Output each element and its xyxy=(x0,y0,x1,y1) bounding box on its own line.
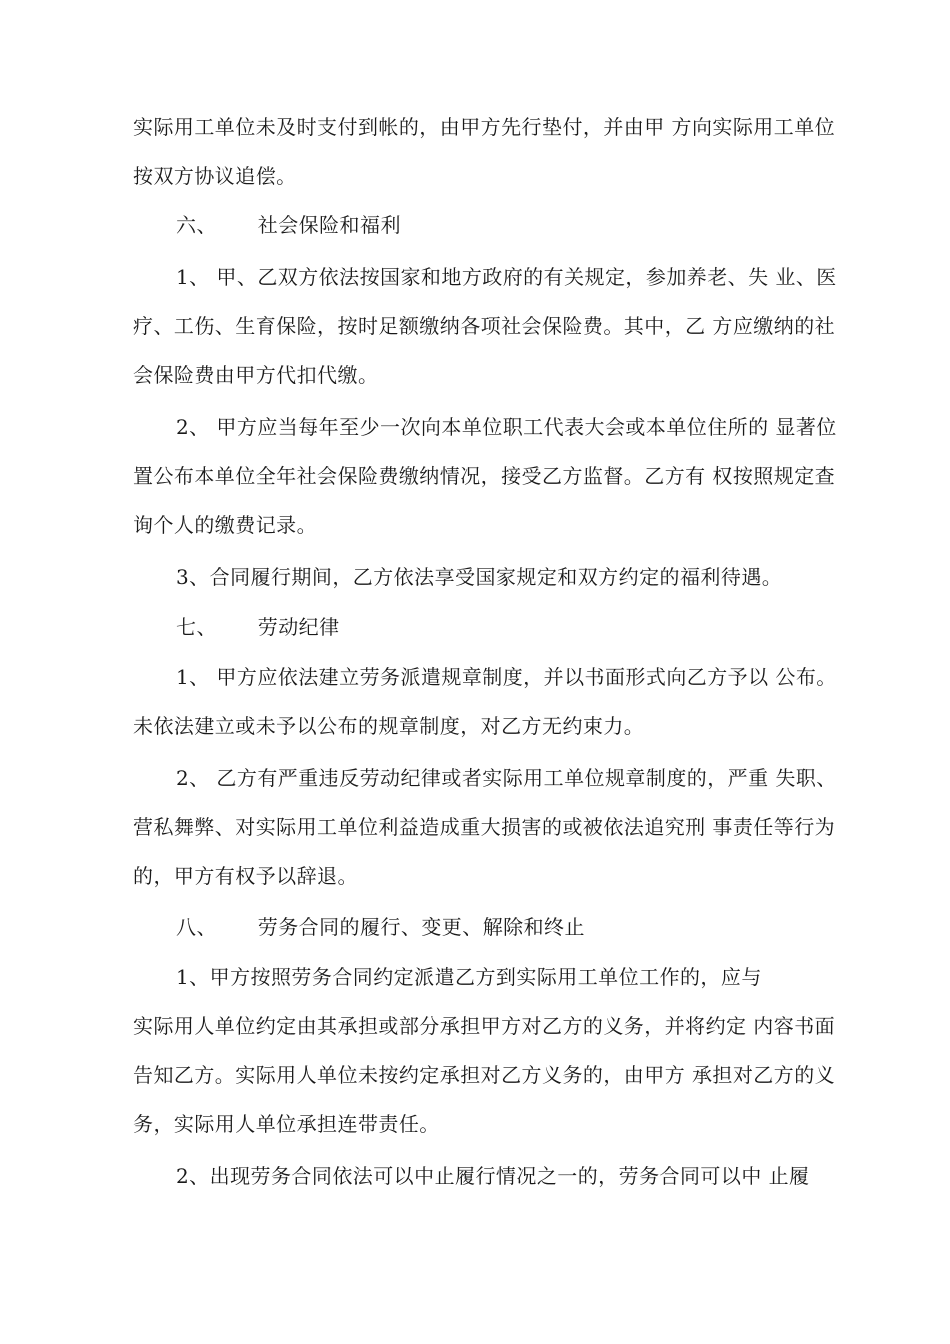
text-line: 2、 甲方应当每年至少一次向本单位职工代表大会或本单位住所的 显著位 xyxy=(176,415,837,439)
text-line: 1、 甲方应依法建立劳务派遣规章制度，并以书面形式向乙方予以 公布。 xyxy=(176,665,837,689)
text-line: 2、出现劳务合同依法可以中止履行情况之一的，劳务合同可以中 止履 xyxy=(176,1164,810,1188)
text-line: 的，甲方有权予以辞退。 xyxy=(133,864,358,888)
text-line: 实际用人单位约定由其承担或部分承担甲方对乙方的义务，并将约定 内容书面 xyxy=(133,1014,836,1038)
section-heading-7: 七、 劳动纪律 xyxy=(176,615,340,639)
section-heading-8: 八、 劳务合同的履行、变更、解除和终止 xyxy=(176,915,585,939)
text-line: 务，实际用人单位承担连带责任。 xyxy=(133,1112,440,1136)
text-line: 实际用工单位未及时支付到帐的，由甲方先行垫付，并由甲 方向实际用工单位 xyxy=(133,115,836,139)
text-line: 1、 甲、乙双方依法按国家和地方政府的有关规定，参加养老、失 业、医 xyxy=(176,265,837,289)
text-line: 按双方协议追偿。 xyxy=(133,164,297,188)
text-line: 3、合同履行期间，乙方依法享受国家规定和双方约定的福利待遇。 xyxy=(176,565,783,589)
text-line: 询个人的缴费记录。 xyxy=(133,513,318,537)
text-line: 置公布本单位全年社会保险费缴纳情况，接受乙方监督。乙方有 权按照规定查 xyxy=(133,464,836,488)
section-heading-6: 六、 社会保险和福利 xyxy=(176,213,401,237)
text-line: 疗、工伤、生育保险，按时足额缴纳各项社会保险费。其中，乙 方应缴纳的社 xyxy=(133,314,836,338)
text-line: 未依法建立或未予以公布的规章制度，对乙方无约束力。 xyxy=(133,714,645,738)
text-line: 告知乙方。实际用人单位未按约定承担对乙方义务的，由甲方 承担对乙方的义 xyxy=(133,1063,836,1087)
text-line: 1、甲方按照劳务合同约定派遣乙方到实际用工单位工作的，应与 xyxy=(176,965,762,989)
text-line: 会保险费由甲方代扣代缴。 xyxy=(133,363,379,387)
text-line: 2、 乙方有严重违反劳动纪律或者实际用工单位规章制度的，严重 失职、 xyxy=(176,766,837,790)
text-line: 营私舞弊、对实际用工单位利益造成重大损害的或被依法追究刑 事责任等行为 xyxy=(133,815,836,839)
